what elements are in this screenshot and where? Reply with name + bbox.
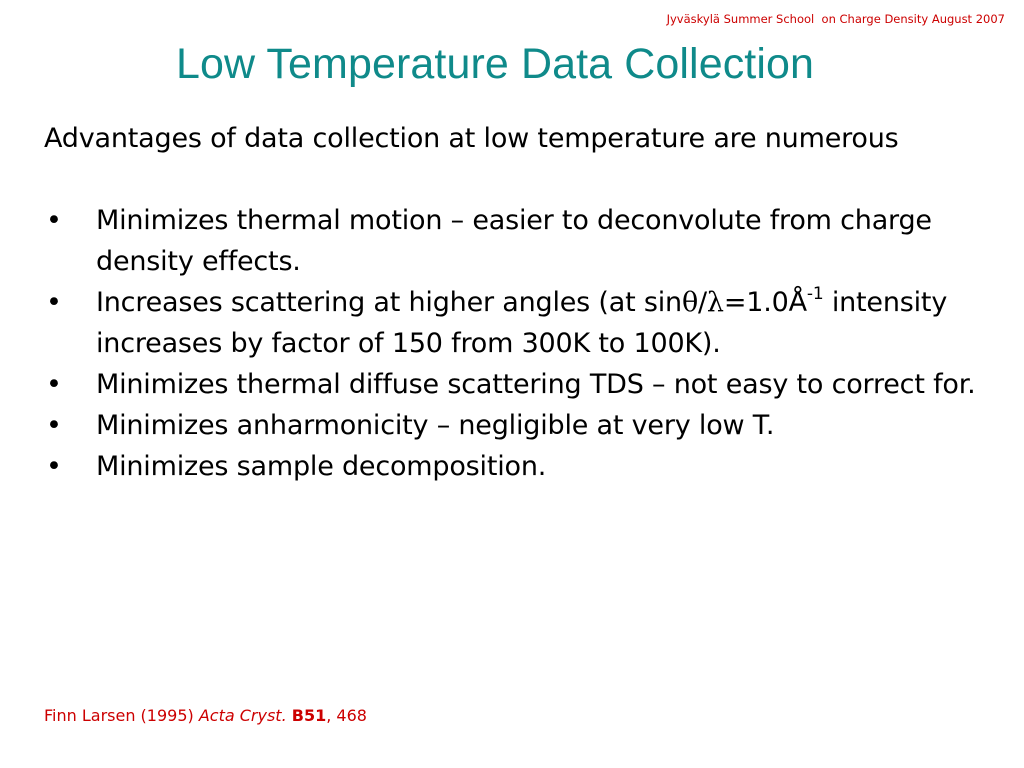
superscript: -1 <box>806 284 824 304</box>
bullet-text: Minimizes anharmonicity – negligible at very low T. <box>96 410 775 441</box>
value-text: =1.0Å <box>723 287 807 318</box>
spacer <box>44 159 984 200</box>
citation-pages: , 468 <box>326 706 367 725</box>
bullet-dot: • <box>46 369 62 400</box>
bullet-dot: • <box>46 451 62 482</box>
bullet-item-anharmonicity <box>44 405 984 446</box>
lambda-symbol: λ <box>706 287 724 318</box>
bullet-list <box>44 200 984 487</box>
citation <box>44 706 367 725</box>
header-note: Jyväskylä Summer School on Charge Density August 2007 <box>666 12 1005 26</box>
theta-symbol: θ <box>681 287 699 318</box>
bullet-item-tds <box>44 364 984 405</box>
bullet-item-thermal-motion <box>44 200 984 282</box>
citation-authors: Finn Larsen (1995) <box>44 706 199 725</box>
bullet-dot: • <box>46 410 62 441</box>
bullet-text: Minimizes sample decomposition. <box>96 451 547 482</box>
bullet-text: Minimizes thermal motion – easier to deconvolute from charge density effects. <box>96 205 932 277</box>
slash: / <box>698 287 707 318</box>
slide-title: Low Temperature Data Collection <box>175 40 815 88</box>
slide-content <box>44 118 984 487</box>
bullet-text-end: intensity increases by factor of 150 from 300K to 100K). <box>96 287 948 359</box>
citation-journal: Acta Cryst. <box>198 706 287 725</box>
bullet-item-decomposition <box>44 446 984 487</box>
citation-volume: B51 <box>291 706 327 725</box>
bullet-text-start: Increases scattering at higher angles (at sin <box>96 287 682 318</box>
bullet-dot: • <box>46 287 62 318</box>
bullet-text: Minimizes thermal diffuse scattering TDS – not easy to correct for. <box>96 369 976 400</box>
bullet-item-scattering <box>44 282 984 364</box>
bullet-dot: • <box>46 205 62 236</box>
intro-text: Advantages of data collection at low temperature are numerous <box>44 123 899 154</box>
